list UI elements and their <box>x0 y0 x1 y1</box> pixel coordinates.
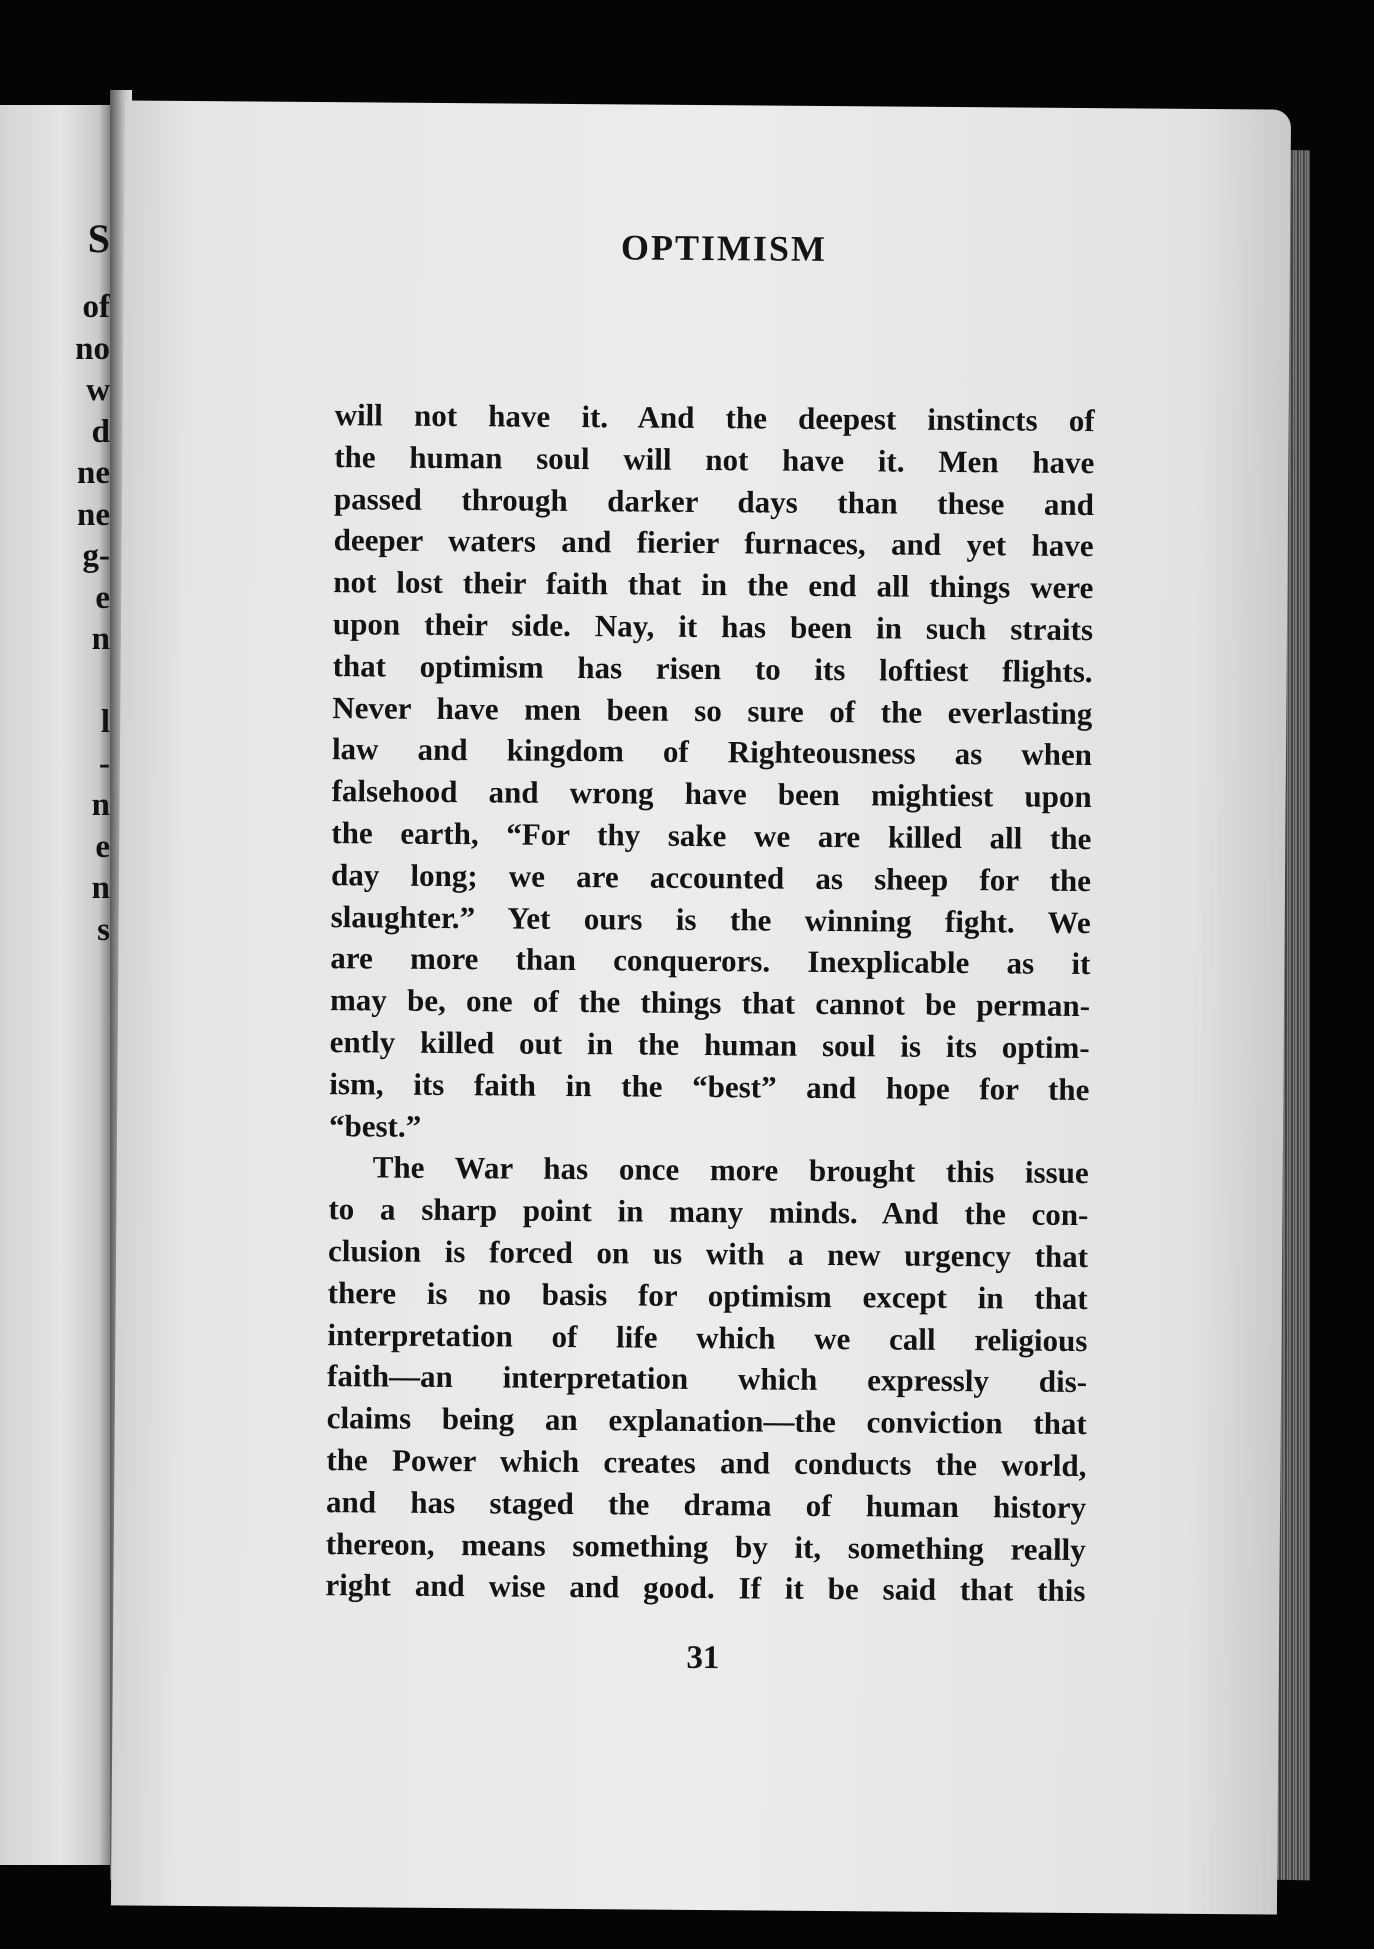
left-page-line: ne <box>77 496 110 533</box>
text-line: interpretation of life which we call religious <box>327 1316 1088 1358</box>
left-page-line: n <box>91 787 110 823</box>
text-line: there is no basis for optimism except in that <box>327 1274 1088 1316</box>
left-page-line: n <box>91 621 110 657</box>
text-line: “best.” <box>328 1107 422 1144</box>
text-line: upon their side. Nay, it has been in such straits <box>332 606 1094 648</box>
text-line: clusion is forced on us with a new urgency that <box>327 1233 1089 1274</box>
text-line: will not have it. And the deepest instincts of <box>334 397 1095 439</box>
text-line: the Power which creates and conducts the world, <box>326 1441 1087 1483</box>
left-page-line: s <box>97 911 110 948</box>
text-line: passed through darker days than these and <box>333 480 1095 522</box>
text-line: not lost their faith that in the end all things were <box>333 564 1094 606</box>
text-line: ently killed out in the human soul is its optim- <box>329 1024 1090 1066</box>
text-line: that optimism has risen to its loftiest flights. <box>332 647 1093 689</box>
previous-page-fragment <box>0 105 112 1865</box>
left-page-line: w <box>86 372 110 408</box>
left-page-line: ne <box>77 455 110 491</box>
body-text <box>325 394 1094 1612</box>
text-line: and has staged the drama of human history <box>325 1483 1087 1525</box>
left-page-line: of <box>82 289 110 325</box>
text-line: thereon, means something by it, something really <box>325 1525 1086 1567</box>
text-line: Never have men been so sure of the everlasting <box>332 689 1093 731</box>
text-line: the human soul will not have it. Men have <box>334 438 1095 480</box>
running-head: OPTIMISM <box>620 227 828 269</box>
left-page-line: n <box>91 870 110 906</box>
text-line: the earth, “For thy sake we are killed all the <box>331 815 1092 857</box>
text-line: claims being an explanation—the conviction that <box>326 1400 1087 1442</box>
text-line: The War has once more brought this issue <box>372 1149 1089 1191</box>
text-line: deeper waters and fierier furnaces, and yet have <box>333 522 1094 564</box>
text-line: to a sharp point in many minds. And the con- <box>328 1191 1089 1233</box>
text-line: law and kingdom of Righteousness as when <box>331 731 1093 773</box>
text-line: falsehood and wrong have been mightiest upon <box>331 773 1092 815</box>
left-page-line: e <box>95 579 110 616</box>
left-page-line: d <box>91 413 110 450</box>
text-line: are more than conquerors. Inexplicable as it <box>330 940 1091 982</box>
left-page-line: g- <box>82 538 110 574</box>
page-number: 31 <box>686 1639 720 1677</box>
left-page-line: l <box>100 704 110 740</box>
text-line: faith—an interpretation which expressly dis- <box>326 1358 1088 1400</box>
left-page-line: - <box>99 745 110 782</box>
left-page-line: e <box>95 828 110 865</box>
left-page-line: no <box>75 330 110 367</box>
text-line: slaughter.” Yet ours is the winning fight. We <box>330 898 1091 940</box>
text-line: may be, one of the things that cannot be perman- <box>329 982 1091 1024</box>
left-page-line: S <box>87 217 110 261</box>
text-line: right and wise and good. If it be said that this <box>325 1567 1086 1609</box>
text-line: ism, its faith in the “best” and hope for the <box>329 1065 1090 1107</box>
text-line: day long; we are accounted as sheep for the <box>330 856 1092 898</box>
book-page <box>111 100 1291 1914</box>
